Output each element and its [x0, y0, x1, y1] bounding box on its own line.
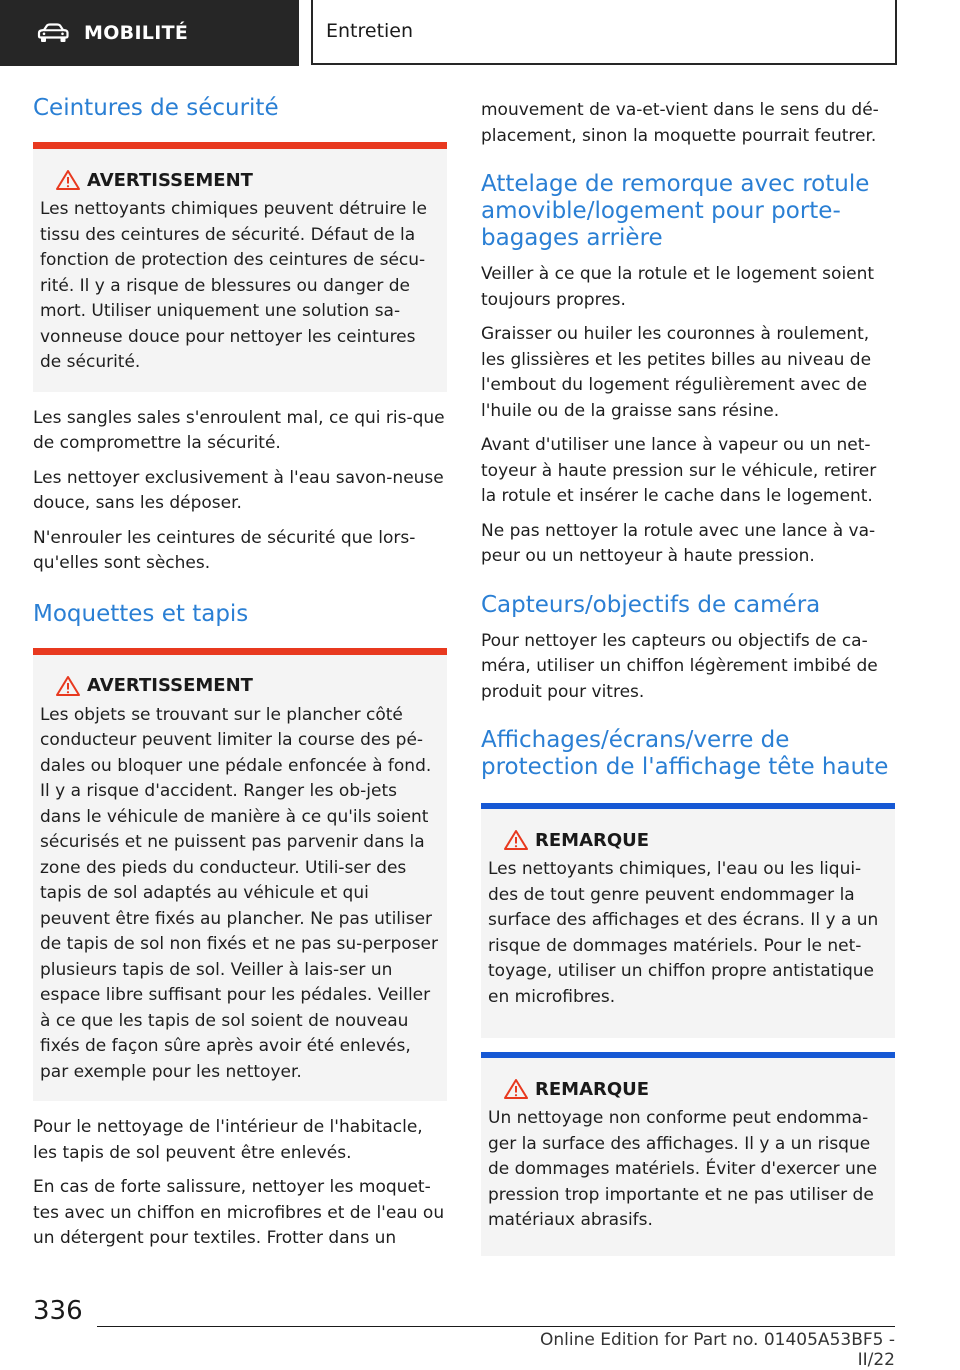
heading-carpets: Moquettes et tapis — [33, 600, 249, 627]
paragraph: Avant d'utiliser une lance à vapeur ou un net-toyeur à haute pression sur le véhicule, retirer la rotule et insérer le cache dans le logement. — [481, 435, 877, 506]
footer-divider — [97, 1326, 895, 1327]
note-text: Un nettoyage non conforme peut endomma-ger la surface des affichages. Il y a un risque de dommages matériels. Éviter d'exercer une pression trop importante et ne pas utiliser de matériaux abrasifs. — [488, 1108, 878, 1230]
paragraph: En cas de forte salissure, nettoyer les moquet-tes avec un chiffon en microfibres et de l'eau ou un détergent pour textiles. Frotter dans un — [33, 1177, 445, 1248]
paragraph: Pour nettoyer les capteurs ou objectifs de ca-méra, utiliser un chiffon légèrement imbibé de produit pour vitres. — [481, 630, 878, 702]
warning-triangle-icon — [55, 675, 81, 697]
paragraph: Pour le nettoyage de l'intérieur de l'habitacle, les tapis de sol peuvent être enlevés. — [33, 1117, 423, 1163]
note-title: REMARQUE — [535, 1078, 650, 1100]
note-box — [481, 1052, 895, 1256]
note-box — [481, 803, 895, 1038]
heading-towbar: Attelage de remorque avec rotule amovible/logement pour porte-bagages arrière — [481, 171, 870, 251]
paragraph: Ne pas nettoyer la rotule avec une lance à va-peur ou un nettoyeur à haute pression. — [481, 520, 876, 566]
heading-seatbelts: Ceintures de sécurité — [33, 95, 279, 121]
left-column — [33, 95, 447, 1252]
note-text: Les nettoyants chimiques, l'eau ou les liqui-des de tout genre peuvent endommager la surface des affichages et des écrans. Il y a un risque de dommages matériels. Pour le net-toyage, utiliser un chiffon propre antistatique en microfibres. — [488, 859, 879, 1007]
edition-text: Online Edition for Part no. 01405A53BF5 - II/22 — [539, 1330, 895, 1370]
warning-text: Les objets se trouvant sur le plancher côté conducteur peuvent limiter la course des pé-dales ou bloquer une pédale enfoncée à fond. Il y a risque d'accident. Ranger les ob-jets dans le véhicule de manière à ce qu'ils soient sécurisés et ne puissent pas parvenir dans la zone des pieds du conducteur. Utili-ser des tapis de sol adaptés au véhicule et qui peuvent être fixés au plancher. Ne pas utiliser de tapis de sol non fixés et ne pas su-perposer plusieurs tapis de sol. Veiller à lais-ser un espace libre suffisant pour les pédales. Veiller à ce que les tapis de sol soient de nouveau fixés de façon sûre après avoir été enlevés, par exemple pour les nettoyer. — [40, 704, 439, 1082]
paragraph: mouvement de va-et-vient dans le sens du dé-placement, sinon la moquette pourrait feutrer. — [481, 100, 879, 146]
heading-camera: Capteurs/objectifs de caméra — [481, 591, 821, 618]
warning-title: AVERTISSEMENT — [87, 169, 253, 191]
warning-title: AVERTISSEMENT — [87, 675, 253, 696]
paragraph: Graisser ou huiler les couronnes à roulement, les glissières et les petites billes au niveau de l'embout du logement régulièrement avec de l'huile ou de la graisse sans résine. — [481, 324, 872, 421]
page-number: 336 — [33, 1296, 83, 1326]
section-label: MOBILITÉ — [84, 22, 189, 44]
chapter-tab — [311, 0, 897, 65]
warning-triangle-icon — [55, 169, 81, 191]
paragraph: Les nettoyer exclusivement à l'eau savon-neuse douce, sans les déposer. — [33, 467, 444, 513]
paragraph: Les sangles sales s'enroulent mal, ce qui ris-que de compromettre la sécurité. — [33, 407, 445, 453]
warning-box — [33, 142, 447, 392]
right-column — [481, 98, 895, 1256]
page-header — [0, 0, 960, 66]
heading-displays: Affichages/écrans/verre de protection de l'affichage tête haute — [481, 727, 889, 780]
paragraph: N'enrouler les ceintures de sécurité que lors-qu'elles sont sèches. — [33, 527, 416, 573]
note-title: REMARQUE — [535, 829, 650, 851]
warning-triangle-icon — [503, 1078, 529, 1100]
paragraph: Veiller à ce que la rotule et le logement soient toujours propres. — [481, 264, 875, 310]
section-tab — [0, 0, 299, 66]
chapter-label: Entretien — [326, 19, 414, 42]
car-icon — [36, 22, 70, 44]
warning-text: Les nettoyants chimiques peuvent détruire le tissu des ceintures de sécurité. Défaut de la fonction de protection des ceintures de sécu-rité. Il y a risque de blessures ou danger de mort. Utiliser uniquement une solution sa-vonneuse douce pour nettoyer les ceintures de sécurité. — [40, 199, 427, 372]
warning-box — [33, 648, 447, 1102]
warning-triangle-icon — [503, 829, 529, 851]
